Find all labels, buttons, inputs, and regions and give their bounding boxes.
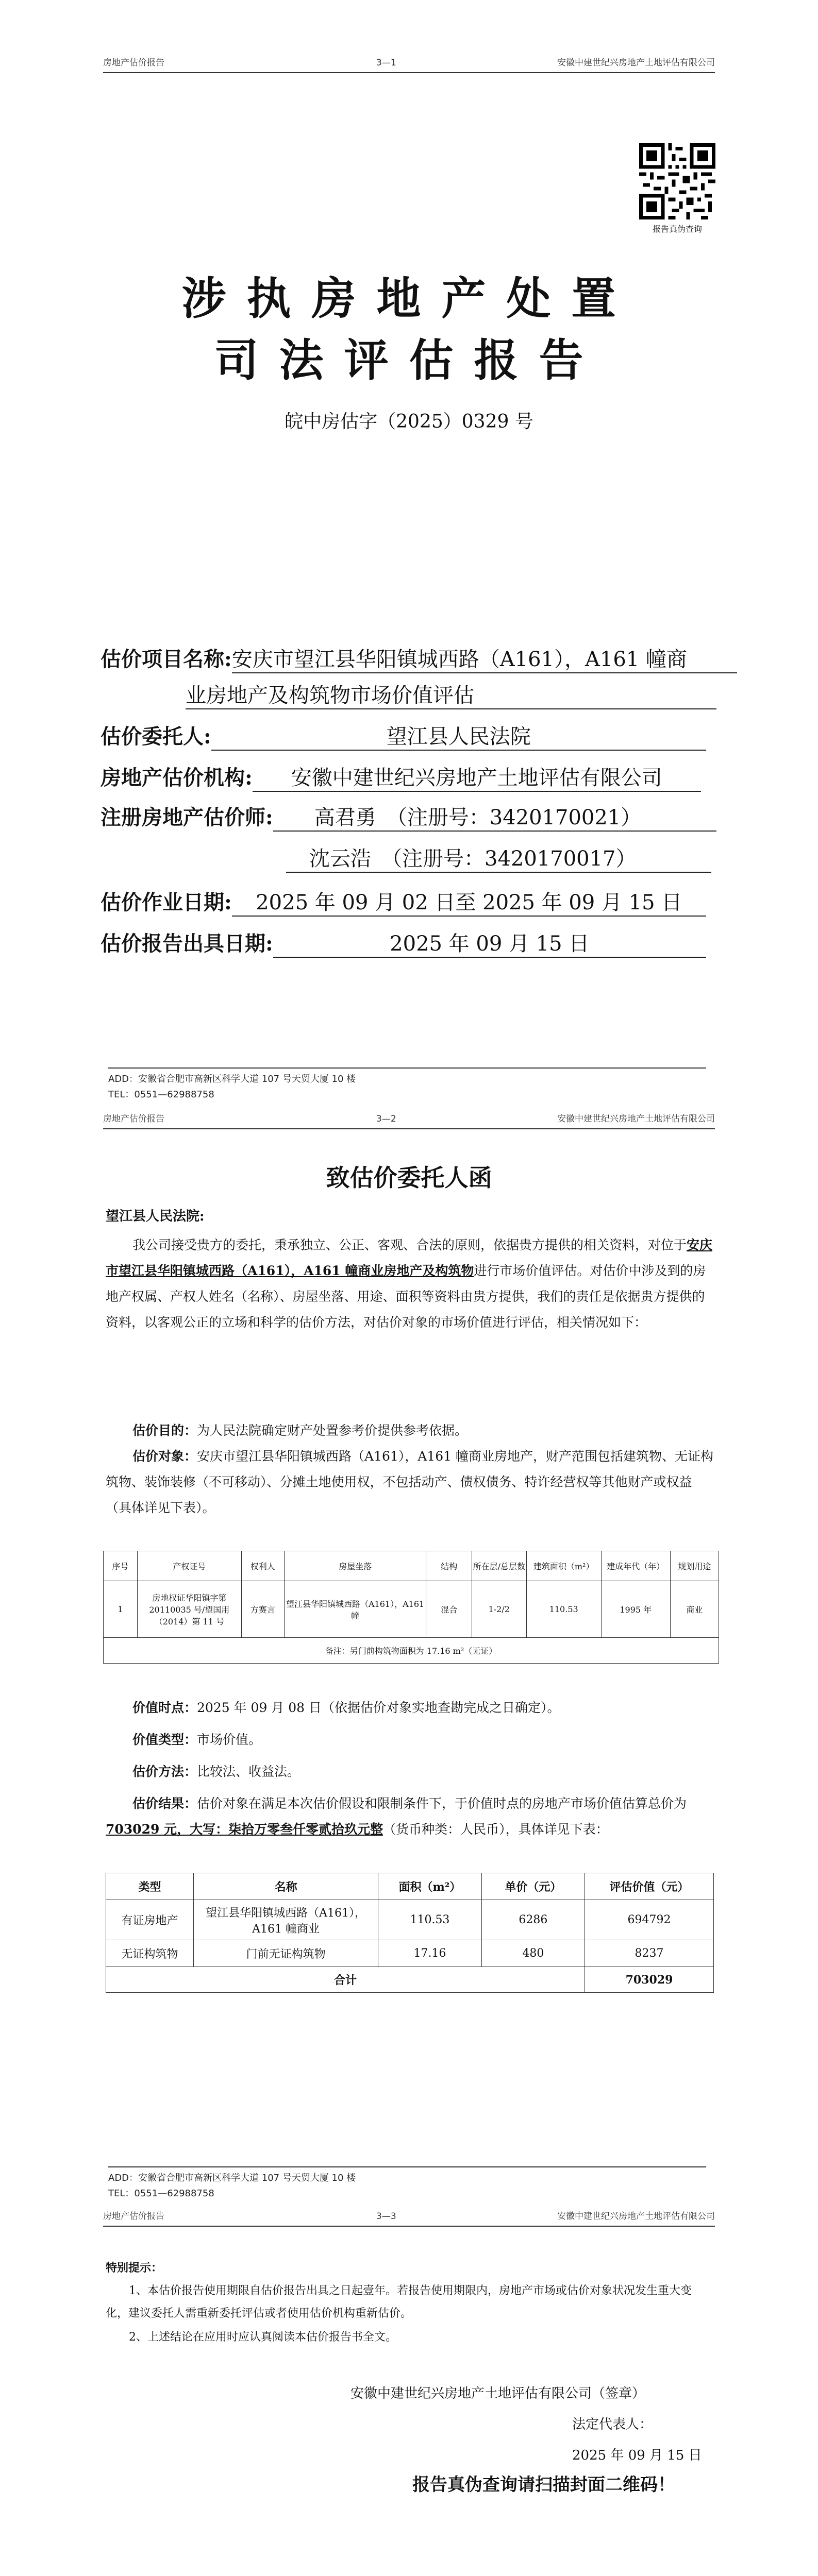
agency-row [101,761,701,792]
cell: 无证构筑物 [106,1940,194,1967]
footer-tel: TEL：0551—62988758 [108,2188,214,2199]
project-label: 估价项目名称: [101,647,232,671]
purpose-label: 估价目的： [132,1423,197,1438]
time-text: 2025 年 09 月 08 日（依据估价对象实地查勘完成之日确定）。 [197,1700,560,1715]
letter-paragraph-1 [106,1232,714,1335]
result-text-a: 估价对象在满足本次估价假设和限制条件下，于价值时点的房地产市场价值估算总价为 [197,1796,687,1811]
table-note-row [104,1638,719,1664]
cell: 110.53 [378,1900,482,1940]
notice-1: 1、本估价报告使用期限自估价报告出具之日起壹年。若报告使用期限内，房地产市场或估价对象状况发生重大变化，建议委托人需重新委托评估或者使用估价机构重新估价。 [106,2284,692,2320]
header-left: 房地产估价报告 [103,58,164,68]
report-title-line1: 涉执房地产处置 [181,273,637,325]
cell: 110.53 [526,1581,601,1638]
workdate-row [101,886,706,917]
page-header [103,52,715,73]
th-usage: 规划用途 [670,1551,719,1581]
para1-text-c: 进行市场价值评估。对估价中涉及到的房地产权属、产权人姓名（名称）、房屋坐落、用途、面积等资料由贵方提供，我们的责任是依据贵方提供的资料，以客观公正的立场和科学的估价方法，对估价对象的市场价值进行评估，相关情况如下： [106,1263,706,1330]
result-line [106,1791,714,1842]
legal-representative: 法定代表人： [572,2417,653,2432]
method-line [106,1759,714,1785]
th-owner: 权利人 [241,1551,284,1581]
th-unit-price: 单价（元） [481,1873,585,1900]
footer-address: ADD：安徽省合肥市高新区科学大道 107 号天贸大厦 10 楼 [108,2173,356,2183]
page-footer [108,1067,706,1103]
cell: 1995 年 [601,1581,670,1638]
appraiser-row-2 [286,842,711,873]
qr-caption: 报告真伪查询 [652,224,702,234]
header-page-number: 3—1 [376,58,396,68]
table-total-row [106,1967,714,1993]
time-label: 价值时点： [132,1700,197,1715]
th-type: 类型 [106,1873,194,1900]
notice-title: 特别提示： [106,2261,163,2275]
issuedate-label: 估价报告出具日期: [101,931,273,956]
purpose-text: 为人民法院确定财产处置参考价提供参考依据。 [197,1423,468,1438]
cell: 6286 [481,1900,585,1940]
header-page-number: 3—3 [376,2211,396,2222]
document-number: 皖中房估字（2025）0329 号 [285,411,533,432]
object-line [106,1444,714,1521]
appraiser-2: 沈云浩 （注册号：3420170017） [286,842,711,873]
issuedate-row [101,927,706,958]
th-floor: 所在层/总层数 [472,1551,527,1581]
client-value: 望江县人民法院 [211,720,706,751]
header-page-number: 3—2 [376,1114,396,1124]
signature-date: 2025 年 09 月 15 日 [572,2448,702,2463]
page-header [103,1108,715,1129]
cell: 门前无证构筑物 [194,1940,378,1967]
th-name: 名称 [194,1873,378,1900]
property-table-header [104,1551,719,1581]
qr-code-icon[interactable] [639,143,715,219]
company-signature: 安徽中建世纪兴房地产土地评估有限公司（签章） [350,2386,646,2401]
type-label: 价值类型： [132,1732,197,1747]
header-right: 安徽中建世纪兴房地产土地评估有限公司 [557,2211,715,2222]
th-location: 房屋坐落 [284,1551,426,1581]
project-value-1: 安庆市望江县华阳镇城西路（A161），A161 幢商 [232,643,737,673]
table-row [104,1581,719,1638]
header-right: 安徽中建世纪兴房地产土地评估有限公司 [557,58,715,68]
appraiser-label: 注册房地产估价师: [101,805,273,829]
cell: 694792 [585,1900,714,1940]
client-row [101,720,706,751]
method-label: 估价方法： [132,1764,197,1779]
cell: 房地权证华阳镇字第 20110035 号/望国用（2014）第 11 号 [137,1581,241,1638]
th-structure: 结构 [426,1551,472,1581]
qr-verify-notice: 报告真伪查询请扫描封面二维码！ [412,2475,675,2495]
project-value-2: 业房地产及构筑物市场价值评估 [186,679,716,709]
letter-addressee: 望江县人民法院: [106,1209,205,1224]
table-note: 备注：另门前构筑物面积为 17.16 m²（无证） [104,1638,719,1664]
result-label: 估价结果： [132,1796,197,1811]
report-title-line2: 司法评估报告 [214,334,604,386]
cell: 1-2/2 [472,1581,527,1638]
th-cert: 产权证号 [137,1551,241,1581]
cell: 望江县华阳镇城西路（A161），A161 幢商业 [194,1900,378,1940]
th-year: 建成年代（年） [601,1551,670,1581]
table-row [106,1940,714,1967]
total-label: 合计 [106,1967,585,1993]
cell: 方赛言 [241,1581,284,1638]
total-value: 703029 [585,1967,714,1993]
th-index: 序号 [104,1551,138,1581]
property-table [103,1551,719,1664]
valuation-table [106,1873,714,1993]
footer-address: ADD：安徽省合肥市高新区科学大道 107 号天贸大厦 10 楼 [108,1074,356,1084]
appraiser-row [101,801,716,832]
object-label: 估价对象： [132,1449,197,1464]
cell: 1 [104,1581,138,1638]
header-left: 房地产估价报告 [103,2211,164,2222]
type-text: 市场价值。 [197,1732,262,1747]
agency-value: 安徽中建世纪兴房地产土地评估有限公司 [253,761,701,792]
cell: 8237 [585,1940,714,1967]
para1-text-a: 我公司接受贵方的委托，秉承独立、公正、客观、合法的原则，依据贵方提供的相关资料，对位于 [132,1238,687,1252]
cell: 商业 [670,1581,719,1638]
cell: 混合 [426,1581,472,1638]
para1-property: 安庆市望江县华阳镇城西路（A161），A161 幢商业房地产及构筑物 [106,1238,713,1278]
table-row [106,1900,714,1940]
notice-2: 2、上述结论在应用时应认真阅读本估价报告书全文。 [129,2331,397,2344]
valuation-table-header [106,1873,714,1900]
type-line [106,1727,714,1753]
purpose-line [106,1418,714,1444]
appraiser-1: 高君勇 （注册号：3420170021） [273,801,716,832]
workdate-label: 估价作业日期: [101,890,232,914]
footer-tel: TEL：0551—62988758 [108,1089,214,1100]
header-left: 房地产估价报告 [103,1114,164,1124]
object-text: 安庆市望江县华阳镇城西路（A161），A161 幢商业房地产，财产范围包括建筑物、无证构筑物、装饰装修（不可移动）、分摊土地使用权，不包括动产、债权债务、特许经营权等其他财产或权益（具体详见下表）。 [106,1449,714,1515]
letter-title: 致估价委托人函 [326,1164,492,1192]
page-footer [108,2166,706,2201]
th-area: 面积（m²） [378,1873,482,1900]
cell: 17.16 [378,1940,482,1967]
cell: 480 [481,1940,585,1967]
agency-label: 房地产估价机构: [101,766,253,790]
page-header [103,2205,715,2227]
client-label: 估价委托人: [101,724,211,749]
project-row-2 [186,679,716,709]
header-right: 安徽中建世纪兴房地产土地评估有限公司 [557,1114,715,1124]
method-text: 比较法、收益法。 [197,1764,301,1779]
cell: 有证房地产 [106,1900,194,1940]
issuedate-value: 2025 年 09 月 15 日 [273,927,706,958]
th-value: 评估价值（元） [585,1873,714,1900]
result-amount: 703029 元，大写：柒拾万零叁仟零贰拾玖元整 [106,1822,383,1837]
project-row [101,643,737,673]
th-area: 建筑面积（m²） [526,1551,601,1581]
cell: 望江县华阳镇城西路（A161），A161 幢 [284,1581,426,1638]
workdate-value: 2025 年 09 月 02 日至 2025 年 09 月 15 日 [232,886,706,917]
time-line [106,1695,714,1721]
result-text-b: （货币种类：人民币），具体详见下表： [383,1822,609,1837]
